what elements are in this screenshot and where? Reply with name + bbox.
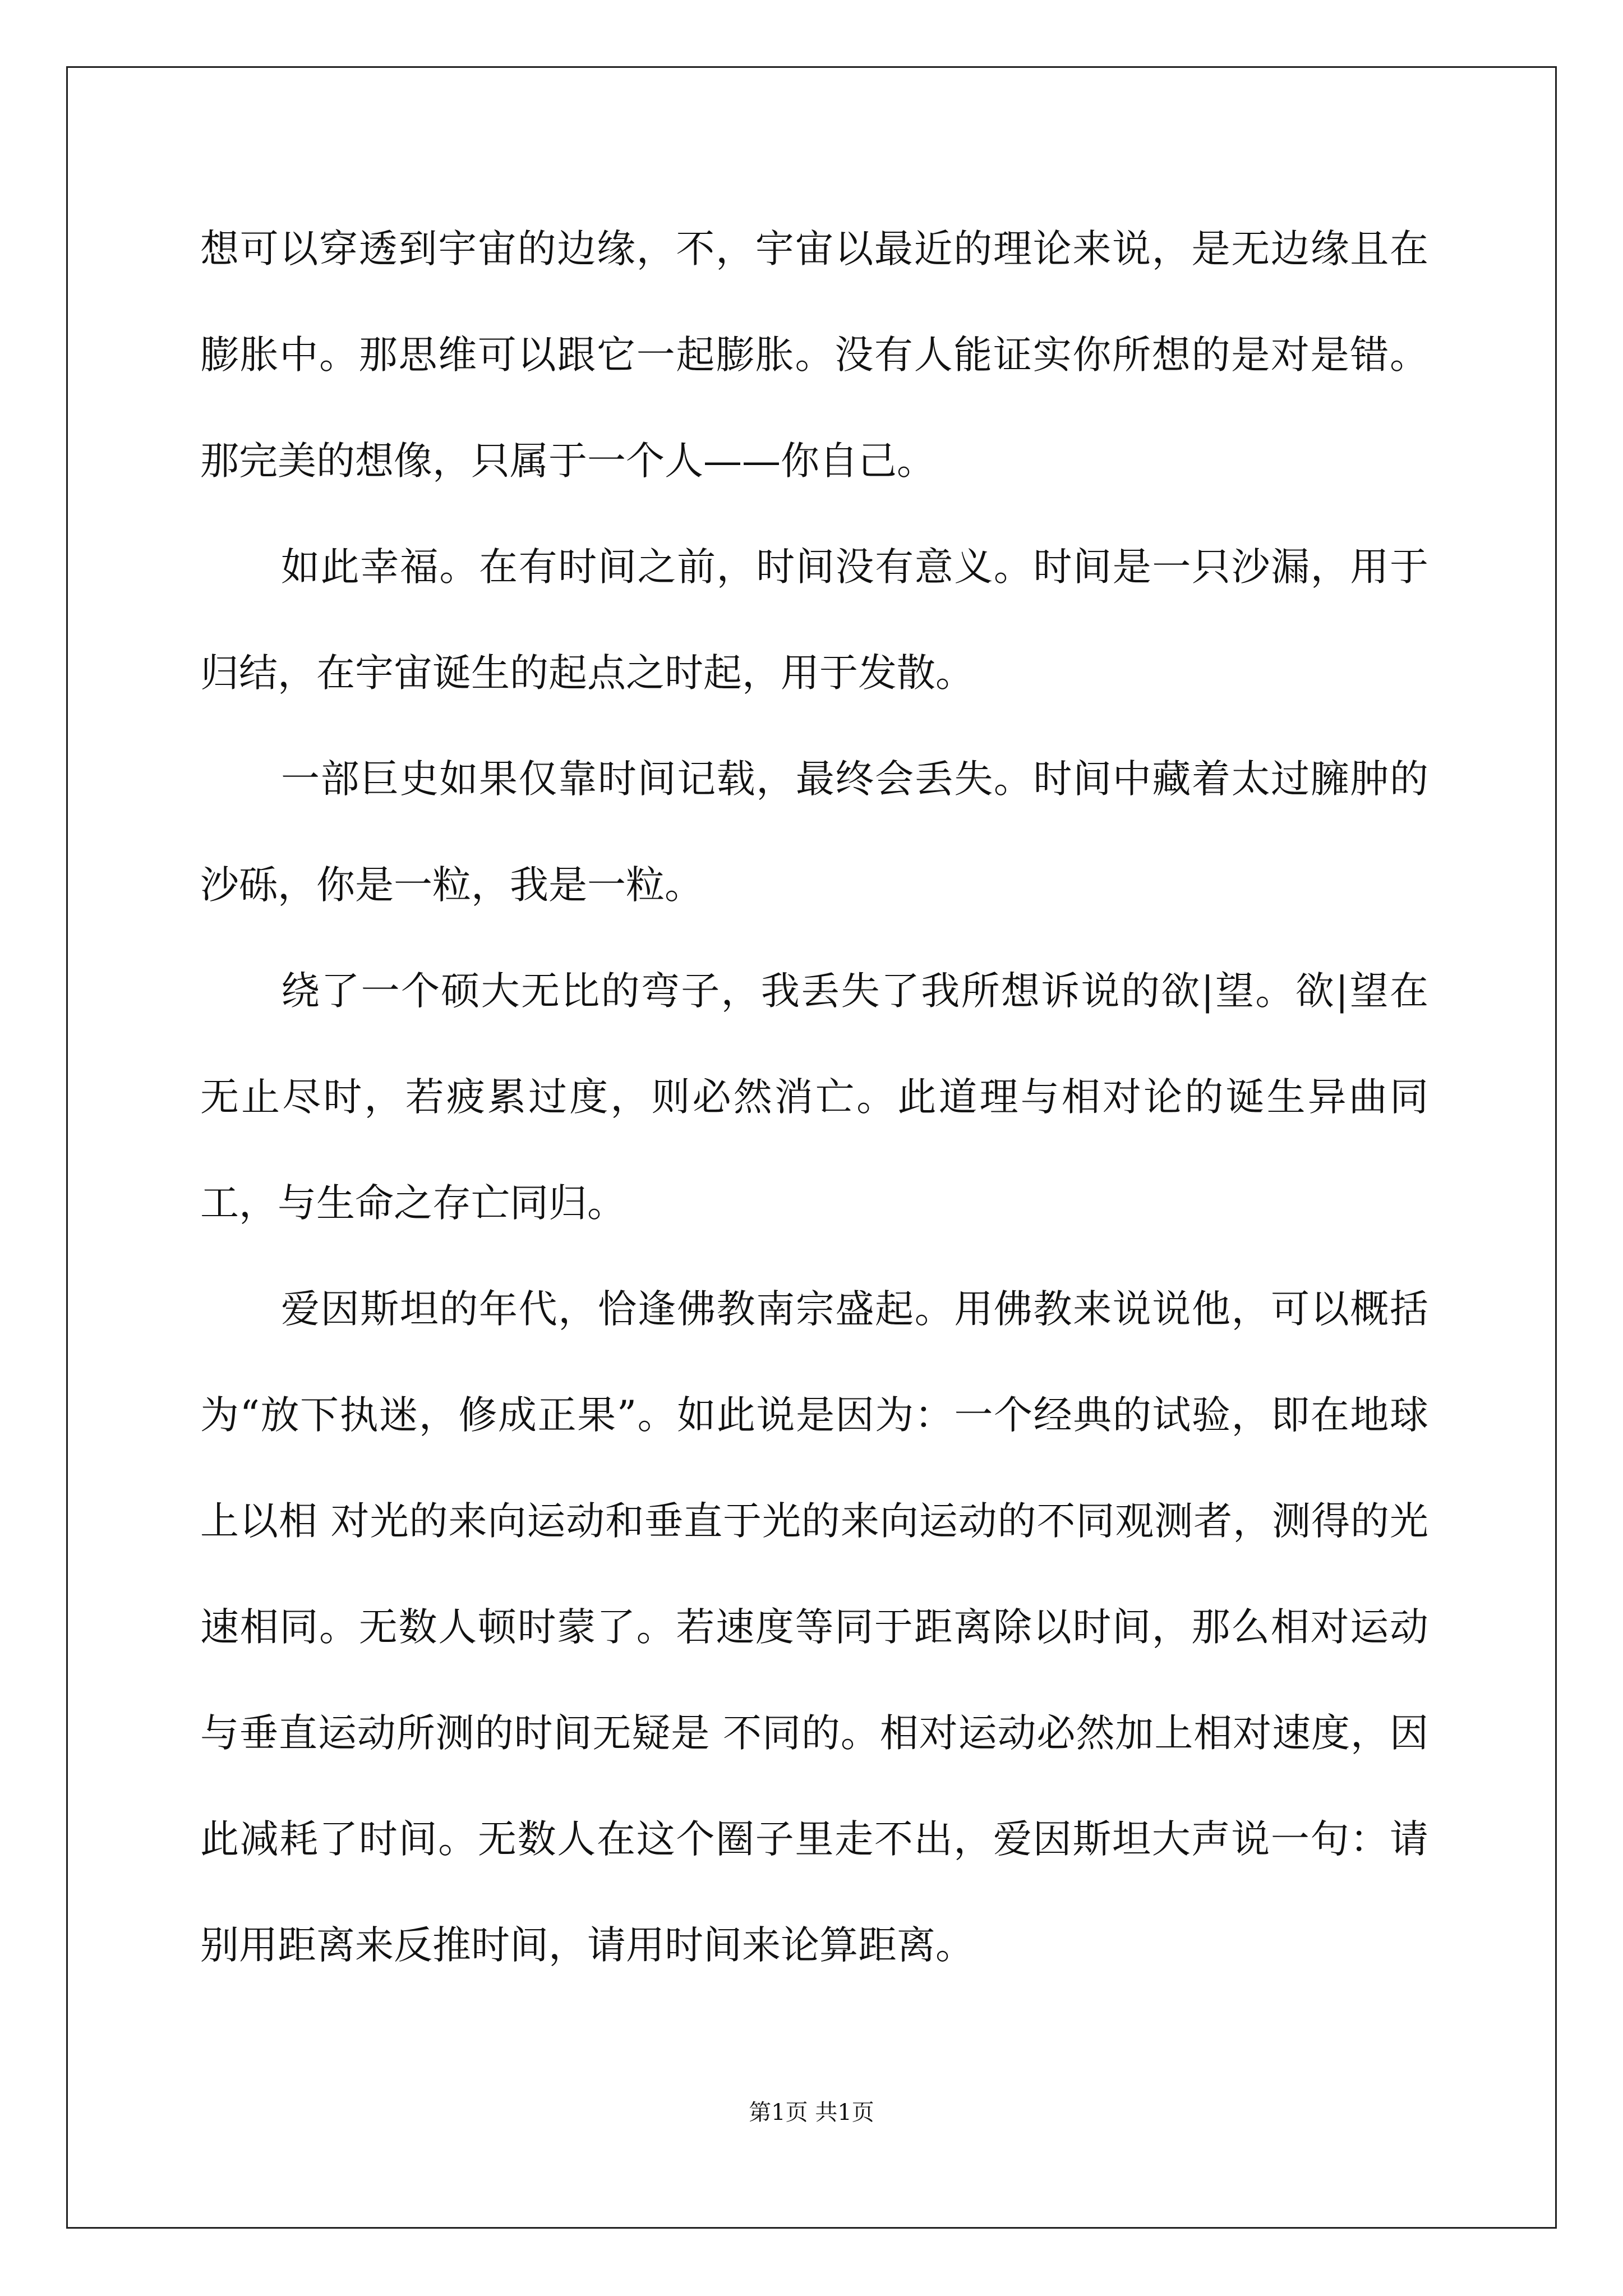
paragraph-1: 想可以穿透到宇宙的边缘，不，宇宙以最近的理论来说，是无边缘且在膨胀中。那思维可以跟它一起膨胀。没有人能证实你所想的是对是错。那完美的想像，只属于一个人——你自己。 <box>200 227 1428 484</box>
paragraph-3: 一部巨史如果仅靠时间记载，最终会丢失。时间中藏着太过臃肿的沙砾，你是一粒，我是一粒。 <box>200 757 1428 908</box>
page-number-footer: 第1页 共1页 <box>749 2100 874 2125</box>
paragraph-2: 如此幸福。在有时间之前，时间没有意义。时间是一只沙漏，用于归结，在宇宙诞生的起点之时起，用于发散。 <box>200 545 1428 696</box>
paragraph-5: 爱因斯坦的年代，恰逢佛教南宗盛起。用佛教来说说他，可以概括为“放下执迷，修成正果”。如此说是因为：一个经典的试验，即在地球上以相 对光的来向运动和垂直于光的来向运动的不同观测者，测得的光速相同。无数人顿时蒙了。若速度等同于距离除以时间，那么相对运动与垂直运动所测的时间无疑是 不同的。相对运动必然加上相对速度，因此减耗了时间。无数人在这个圈子里走不出，爱因斯坦大声说一句：请别用距离来反推时间，请用时间来论算距离。 <box>200 1287 1428 1968</box>
document-body <box>200 196 1428 1999</box>
paragraph-4: 绕了一个硕大无比的弯子，我丢失了我所想诉说的欲|望。欲|望在无止尽时，若疲累过度，则必然消亡。此道理与相对论的诞生异曲同工，与生命之存亡同归。 <box>200 969 1428 1226</box>
